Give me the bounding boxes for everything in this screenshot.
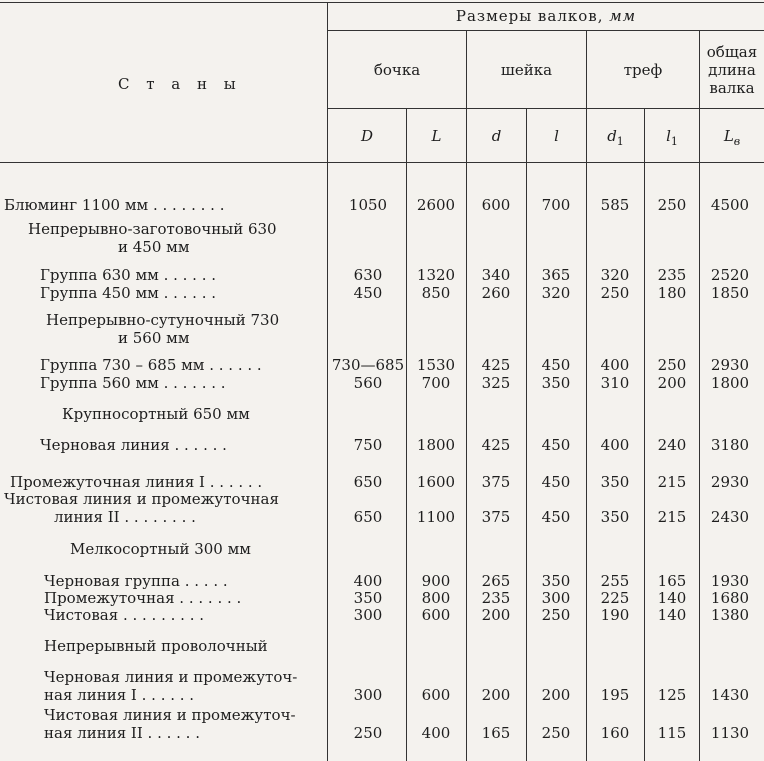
- cell-d1: 400: [600, 356, 630, 374]
- cell-d1: 350: [600, 508, 630, 526]
- cell-l: 365: [541, 266, 571, 284]
- group-total-1: общая: [706, 43, 758, 61]
- cell-l: 200: [541, 686, 571, 704]
- col-l: l: [554, 127, 559, 145]
- cell-L: 600: [421, 606, 451, 624]
- cell-D: 300: [353, 686, 383, 704]
- cell-d: 165: [481, 724, 511, 742]
- cell-Lv: 1130: [710, 724, 750, 742]
- cell-d: 325: [481, 374, 511, 392]
- col-L: L: [431, 127, 442, 145]
- cell-l1: 250: [657, 356, 687, 374]
- group-neck: шейка: [500, 61, 553, 79]
- cell-l1: 115: [657, 724, 687, 742]
- row-label-cont: линия II . . . . . . . .: [54, 508, 196, 526]
- section-title: Непрерывно-заготовочный 630: [28, 220, 277, 238]
- cell-l1: 235: [657, 266, 687, 284]
- cell-L: 2600: [416, 196, 456, 214]
- cell-D: 630: [353, 266, 383, 284]
- group-total-3: валка: [709, 79, 755, 97]
- cell-Lv: 1800: [710, 374, 750, 392]
- size-title-unit: мм: [609, 7, 637, 25]
- cell-L: 400: [421, 724, 451, 742]
- cell-D: 560: [353, 374, 383, 392]
- cell-D: 750: [353, 436, 383, 454]
- cell-D: 350: [353, 589, 383, 607]
- col-l1: [645, 127, 699, 151]
- cell-Lv: 1430: [710, 686, 750, 704]
- cell-d1: 250: [600, 284, 630, 302]
- row-label: Группа 730 – 685 мм . . . . . .: [40, 356, 262, 374]
- size-title-text: Размеры валков,: [455, 7, 604, 25]
- cell-Lv: 1680: [710, 589, 750, 607]
- cell-l: 450: [541, 356, 571, 374]
- cell-d1: 225: [600, 589, 630, 607]
- cell-Lv: 2430: [710, 508, 750, 526]
- cell-L: 600: [421, 686, 451, 704]
- cell-L: 900: [421, 572, 451, 590]
- cell-L: 1320: [416, 266, 456, 284]
- cell-d1: 350: [600, 473, 630, 491]
- cell-d: 200: [481, 606, 511, 624]
- col-D: D: [360, 127, 374, 145]
- row-label: Чистовая линия и промежуточ-: [44, 706, 296, 724]
- row-label: Группа 630 мм . . . . . .: [40, 266, 217, 284]
- cell-D: 1050: [348, 196, 388, 214]
- cell-l: 350: [541, 374, 571, 392]
- col-Lv-sub: в: [733, 135, 741, 148]
- cell-d1: 195: [600, 686, 630, 704]
- cell-L: 700: [421, 374, 451, 392]
- cell-D: 300: [353, 606, 383, 624]
- cell-l: 320: [541, 284, 571, 302]
- row-label: Группа 560 мм . . . . . . .: [40, 374, 226, 392]
- cell-Lv: 1850: [710, 284, 750, 302]
- cell-Lv: 2930: [710, 356, 750, 374]
- row-label: Черновая линия . . . . . .: [40, 436, 227, 454]
- cell-l: 350: [541, 572, 571, 590]
- cell-D: 730—685: [331, 356, 405, 374]
- col-Lv: [700, 127, 764, 151]
- size-title: [328, 7, 764, 25]
- cell-Lv: 1380: [710, 606, 750, 624]
- cell-Lv: 4500: [710, 196, 750, 214]
- row-label: Группа 450 мм . . . . . .: [40, 284, 217, 302]
- cell-l1: 215: [657, 508, 687, 526]
- cell-l1: 250: [657, 196, 687, 214]
- cell-d1: 320: [600, 266, 630, 284]
- cell-D: 450: [353, 284, 383, 302]
- cell-L: 1600: [416, 473, 456, 491]
- cell-l: 450: [541, 508, 571, 526]
- col-Lv-letter: L: [723, 127, 734, 145]
- cell-Lv: 2520: [710, 266, 750, 284]
- group-wobbler: треф: [623, 61, 663, 79]
- cell-d1: 190: [600, 606, 630, 624]
- section-title: Мелкосортный 300 мм: [70, 540, 251, 558]
- cell-D: 400: [353, 572, 383, 590]
- cell-l1: 180: [657, 284, 687, 302]
- row-label-cont: ная линия II . . . . . .: [44, 724, 200, 742]
- col-d1-letter: d: [607, 127, 617, 145]
- cell-L: 1800: [416, 436, 456, 454]
- cell-d: 265: [481, 572, 511, 590]
- cell-l1: 200: [657, 374, 687, 392]
- cell-l1: 125: [657, 686, 687, 704]
- col-d1: [587, 127, 644, 151]
- header-bottom-rule: [0, 162, 764, 163]
- cell-d: 375: [481, 473, 511, 491]
- cell-d: 425: [481, 436, 511, 454]
- cell-l1: 215: [657, 473, 687, 491]
- cell-L: 1530: [416, 356, 456, 374]
- cell-d: 235: [481, 589, 511, 607]
- row-label: Черновая линия и промежуточ-: [44, 668, 298, 686]
- col-l1-sub: 1: [670, 135, 678, 148]
- cell-L: 1100: [416, 508, 456, 526]
- section-title-cont: и 450 мм: [118, 238, 190, 256]
- row-label: Чистовая . . . . . . . . .: [44, 606, 204, 624]
- cell-l1: 140: [657, 589, 687, 607]
- cell-d1: 310: [600, 374, 630, 392]
- cell-Lv: 3180: [710, 436, 750, 454]
- cell-d: 600: [481, 196, 511, 214]
- section-title-cont: и 560 мм: [118, 329, 190, 347]
- cell-d: 200: [481, 686, 511, 704]
- cell-D: 650: [353, 473, 383, 491]
- cell-d1: 255: [600, 572, 630, 590]
- cell-l: 300: [541, 589, 571, 607]
- cell-l: 700: [541, 196, 571, 214]
- cell-d: 375: [481, 508, 511, 526]
- cell-l1: 240: [657, 436, 687, 454]
- cell-l: 250: [541, 724, 571, 742]
- row-label: Чистовая линия и промежуточная: [4, 490, 279, 508]
- stany-header: С т а н ы: [118, 75, 242, 93]
- cell-d1: 585: [600, 196, 630, 214]
- cell-D: 650: [353, 508, 383, 526]
- cell-d: 260: [481, 284, 511, 302]
- cell-d: 340: [481, 266, 511, 284]
- stany-divider: [327, 2, 328, 761]
- cell-l: 250: [541, 606, 571, 624]
- col-d: d: [491, 127, 502, 145]
- group-total-2: длина: [708, 61, 756, 79]
- cell-l: 450: [541, 436, 571, 454]
- section-title: Непрерывный проволочный: [44, 637, 268, 655]
- cell-D: 250: [353, 724, 383, 742]
- top-rule: [0, 2, 764, 3]
- cell-Lv: 1930: [710, 572, 750, 590]
- row-label: Промежуточная линия I . . . . . .: [10, 473, 263, 491]
- section-title: Непрерывно-сутуночный 730: [46, 311, 280, 329]
- cell-d: 425: [481, 356, 511, 374]
- col-d1-sub: 1: [616, 135, 624, 148]
- cell-L: 850: [421, 284, 451, 302]
- col-l1-letter: l: [666, 127, 671, 145]
- section-title: Крупносортный 650 мм: [62, 405, 250, 423]
- row-label: Промежуточная . . . . . . .: [44, 589, 242, 607]
- row-label-cont: ная линия I . . . . . .: [44, 686, 195, 704]
- row-label: Блюминг 1100 мм . . . . . . . .: [4, 196, 225, 214]
- cell-l1: 165: [657, 572, 687, 590]
- cell-l1: 140: [657, 606, 687, 624]
- cell-d1: 160: [600, 724, 630, 742]
- cell-L: 800: [421, 589, 451, 607]
- cell-l: 450: [541, 473, 571, 491]
- cell-Lv: 2930: [710, 473, 750, 491]
- cell-d1: 400: [600, 436, 630, 454]
- row-label: Черновая группа . . . . .: [44, 572, 228, 590]
- group-barrel: бочка: [373, 61, 421, 79]
